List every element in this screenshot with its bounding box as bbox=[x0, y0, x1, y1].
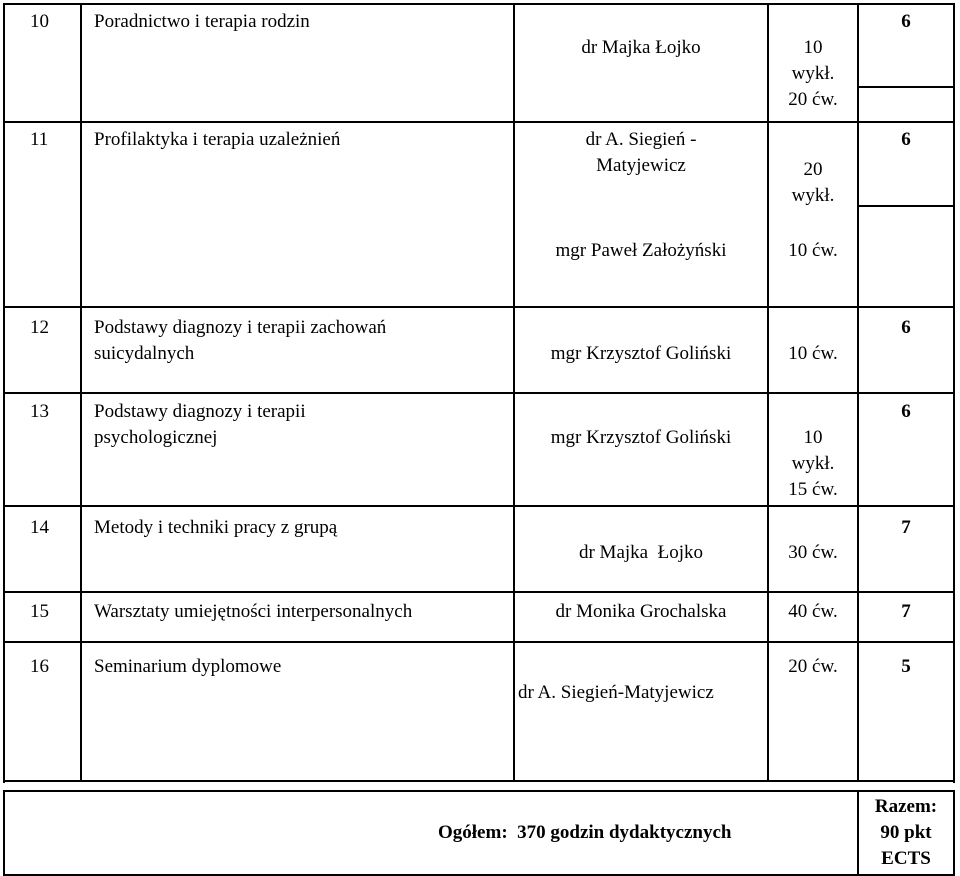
lecturer: Matyjewicz bbox=[596, 155, 686, 176]
ects-points: 6 bbox=[901, 11, 911, 32]
ects-points: 7 bbox=[901, 601, 911, 622]
hours: 20 ćw. bbox=[788, 656, 838, 677]
hours: 20 ćw. bbox=[788, 89, 838, 110]
total-hours: Ogółem: 370 godzin dydaktycznych bbox=[438, 822, 732, 843]
lecturer: dr Monika Grochalska bbox=[555, 601, 727, 622]
row-number: 14 bbox=[30, 517, 49, 538]
subject-name: Profilaktyka i terapia uzależnień bbox=[94, 129, 341, 150]
ects-points: 6 bbox=[901, 317, 911, 338]
hours: 10 bbox=[803, 37, 823, 58]
hours: 30 ćw. bbox=[788, 542, 838, 563]
lecturer: dr Majka Łojko bbox=[581, 37, 701, 58]
row-number: 11 bbox=[30, 129, 49, 150]
hours: 40 ćw. bbox=[788, 601, 838, 622]
hours: wykł. bbox=[791, 63, 835, 84]
subject-name: suicydalnych bbox=[94, 343, 195, 364]
ects-label: ECTS bbox=[881, 848, 931, 869]
ects-points: 5 bbox=[901, 656, 911, 677]
ects-points: 6 bbox=[901, 129, 911, 150]
lecturer: mgr Paweł Założyński bbox=[555, 240, 727, 261]
subject-name: Warsztaty umiejętności interpersonalnych bbox=[94, 601, 413, 622]
hours: 10 ćw. bbox=[788, 240, 838, 261]
subject-name: Metody i techniki pracy z grupą bbox=[94, 517, 338, 538]
row-number: 15 bbox=[30, 601, 49, 622]
hours: 20 bbox=[803, 159, 823, 180]
row-number: 10 bbox=[30, 11, 49, 32]
razem-label: Razem: bbox=[874, 796, 938, 817]
row-number: 12 bbox=[30, 317, 49, 338]
row-number: 13 bbox=[30, 401, 49, 422]
subject-name: Seminarium dyplomowe bbox=[94, 656, 282, 677]
lecturer: mgr Krzysztof Goliński bbox=[550, 343, 732, 364]
hours: wykł. bbox=[791, 185, 835, 206]
subject-name: psychologicznej bbox=[94, 427, 218, 448]
lecturer: dr A. Siegień-Matyjewicz bbox=[518, 682, 714, 703]
hours: wykł. bbox=[791, 453, 835, 474]
total-ects: 90 pkt bbox=[880, 822, 932, 843]
hours: 10 ćw. bbox=[788, 343, 838, 364]
subject-name: Podstawy diagnozy i terapii zachowań bbox=[94, 317, 387, 338]
lecturer: mgr Krzysztof Goliński bbox=[550, 427, 732, 448]
row-number: 16 bbox=[30, 656, 49, 677]
ects-points: 6 bbox=[901, 401, 911, 422]
hours: 15 ćw. bbox=[788, 479, 838, 500]
hours: 10 bbox=[803, 427, 823, 448]
ects-points: 7 bbox=[901, 517, 911, 538]
subject-name: Podstawy diagnozy i terapii bbox=[94, 401, 306, 422]
lecturer: dr A. Siegień - bbox=[585, 129, 697, 150]
subject-name: Poradnictwo i terapia rodzin bbox=[94, 11, 310, 32]
lecturer: dr Majka Łojko bbox=[578, 542, 703, 563]
